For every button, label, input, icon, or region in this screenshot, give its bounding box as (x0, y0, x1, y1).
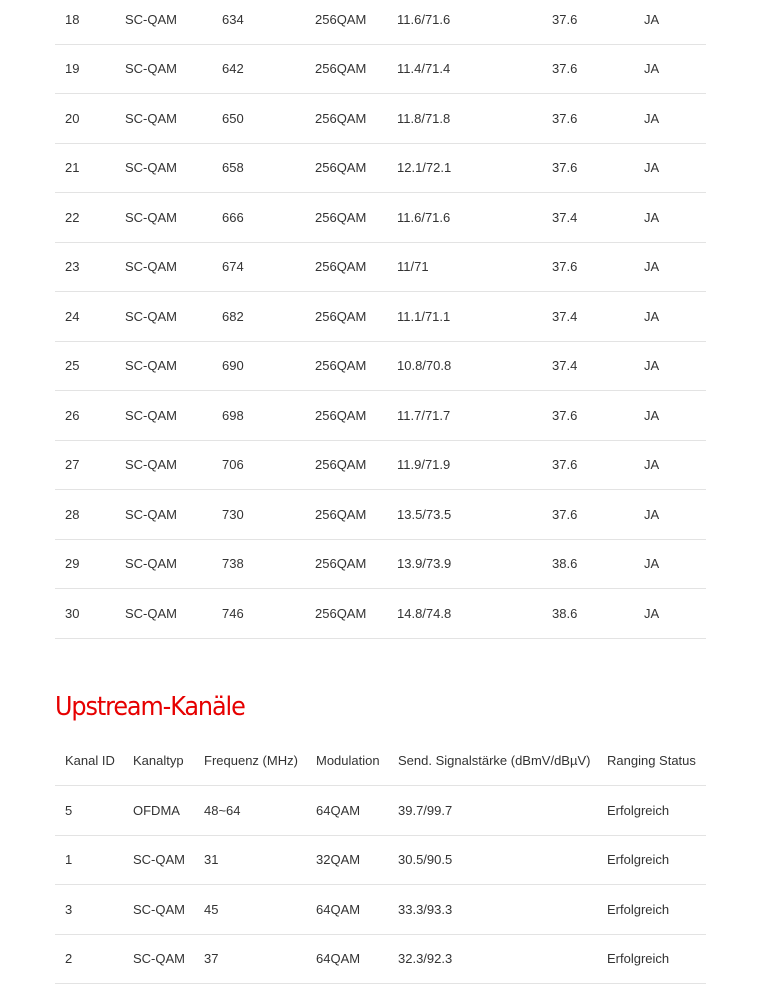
table-cell: 256QAM (305, 242, 387, 292)
table-row (55, 885, 706, 935)
table-cell: 37.6 (542, 440, 634, 490)
table-cell: 650 (212, 94, 305, 144)
table-row (55, 934, 706, 984)
table-cell: SC-QAM (115, 589, 212, 639)
table-cell: 13.9/73.9 (387, 539, 542, 589)
table-cell: 11.8/71.8 (387, 94, 542, 144)
table-cell: 29 (55, 539, 115, 589)
table-cell: JA (634, 44, 706, 94)
table-cell: 22 (55, 193, 115, 243)
table-cell: 32.3/92.3 (388, 934, 597, 984)
table-cell: 37.6 (542, 94, 634, 144)
table-row (55, 341, 706, 391)
table-cell: 5 (55, 786, 123, 836)
table-cell: 37.6 (542, 391, 634, 441)
table-cell: 682 (212, 292, 305, 342)
table-cell: Erfolgreich (597, 786, 706, 836)
table-cell: SC-QAM (115, 292, 212, 342)
table-cell: 690 (212, 341, 305, 391)
table-cell: JA (634, 391, 706, 441)
table-cell: 11.1/71.1 (387, 292, 542, 342)
table-cell: OFDMA (123, 786, 194, 836)
table-cell: 698 (212, 391, 305, 441)
table-row (55, 835, 706, 885)
downstream-channels-table (55, 0, 706, 639)
col-header-frequenz: Frequenz (MHz) (194, 736, 306, 786)
table-cell: 14.8/74.8 (387, 589, 542, 639)
table-cell: SC-QAM (115, 440, 212, 490)
table-cell: SC-QAM (115, 94, 212, 144)
table-row (55, 0, 706, 44)
col-header-signalstaerke: Send. Signalstärke (dBmV/dBµV) (388, 736, 597, 786)
table-cell: JA (634, 341, 706, 391)
table-cell: 256QAM (305, 539, 387, 589)
table-cell: 26 (55, 391, 115, 441)
table-cell: 32QAM (306, 835, 388, 885)
table-cell: 256QAM (305, 44, 387, 94)
table-cell: 11.9/71.9 (387, 440, 542, 490)
table-cell: 37.6 (542, 143, 634, 193)
table-cell: JA (634, 490, 706, 540)
table-cell: 706 (212, 440, 305, 490)
table-cell: SC-QAM (115, 0, 212, 44)
table-cell: 256QAM (305, 341, 387, 391)
table-cell: 730 (212, 490, 305, 540)
table-cell: 20 (55, 94, 115, 144)
table-cell: SC-QAM (115, 341, 212, 391)
table-cell: 256QAM (305, 490, 387, 540)
upstream-table-body (55, 786, 706, 984)
table-cell: 674 (212, 242, 305, 292)
table-cell: 256QAM (305, 440, 387, 490)
table-cell: 256QAM (305, 193, 387, 243)
table-cell: JA (634, 0, 706, 44)
upstream-table-header (55, 736, 706, 786)
table-cell: Erfolgreich (597, 835, 706, 885)
table-cell: 746 (212, 589, 305, 639)
col-header-modulation: Modulation (306, 736, 388, 786)
table-cell: 23 (55, 242, 115, 292)
table-cell: 48~64 (194, 786, 306, 836)
table-cell: 12.1/72.1 (387, 143, 542, 193)
table-cell: JA (634, 242, 706, 292)
table-cell: 37 (194, 934, 306, 984)
table-row (55, 242, 706, 292)
table-cell: SC-QAM (115, 391, 212, 441)
table-row (55, 539, 706, 589)
table-cell: Erfolgreich (597, 934, 706, 984)
table-cell: 11.6/71.6 (387, 0, 542, 44)
table-row (55, 292, 706, 342)
upstream-section-title: Upstream-Kanäle (55, 692, 245, 722)
table-cell: 11.7/71.7 (387, 391, 542, 441)
table-cell: 30 (55, 589, 115, 639)
table-cell: SC-QAM (115, 242, 212, 292)
table-cell: 38.6 (542, 589, 634, 639)
table-row (55, 94, 706, 144)
table-cell: JA (634, 143, 706, 193)
table-cell: 28 (55, 490, 115, 540)
table-cell: 3 (55, 885, 123, 935)
table-cell: 11.4/71.4 (387, 44, 542, 94)
table-row (55, 490, 706, 540)
table-row (55, 786, 706, 836)
table-row (55, 193, 706, 243)
table-cell: 30.5/90.5 (388, 835, 597, 885)
table-row (55, 589, 706, 639)
table-cell: 13.5/73.5 (387, 490, 542, 540)
table-cell: Erfolgreich (597, 885, 706, 935)
table-cell: 37.6 (542, 490, 634, 540)
table-cell: 2 (55, 934, 123, 984)
table-row (55, 440, 706, 490)
table-cell: SC-QAM (115, 539, 212, 589)
col-header-kanal-id: Kanal ID (55, 736, 123, 786)
table-cell: SC-QAM (115, 193, 212, 243)
table-cell: 256QAM (305, 292, 387, 342)
table-cell: SC-QAM (123, 885, 194, 935)
table-row (55, 143, 706, 193)
table-cell: 19 (55, 44, 115, 94)
table-cell: 256QAM (305, 0, 387, 44)
table-cell: 18 (55, 0, 115, 44)
table-cell: 634 (212, 0, 305, 44)
table-cell: 256QAM (305, 143, 387, 193)
header-row (55, 736, 706, 786)
table-cell: 1 (55, 835, 123, 885)
table-cell: 37.6 (542, 44, 634, 94)
table-cell: JA (634, 589, 706, 639)
table-cell: 25 (55, 341, 115, 391)
table-cell: SC-QAM (123, 934, 194, 984)
table-cell: 256QAM (305, 391, 387, 441)
table-cell: 37.4 (542, 193, 634, 243)
table-cell: 256QAM (305, 589, 387, 639)
table-cell: 642 (212, 44, 305, 94)
table-cell: 24 (55, 292, 115, 342)
table-cell: 256QAM (305, 94, 387, 144)
downstream-table-body (55, 0, 706, 638)
table-cell: 39.7/99.7 (388, 786, 597, 836)
table-cell: 37.4 (542, 292, 634, 342)
table-cell: 37.6 (542, 242, 634, 292)
table-cell: 31 (194, 835, 306, 885)
table-cell: 64QAM (306, 786, 388, 836)
table-cell: 33.3/93.3 (388, 885, 597, 935)
table-cell: JA (634, 292, 706, 342)
table-cell: 38.6 (542, 539, 634, 589)
table-cell: 738 (212, 539, 305, 589)
table-cell: 64QAM (306, 934, 388, 984)
col-header-kanaltyp: Kanaltyp (123, 736, 194, 786)
col-header-ranging-status: Ranging Status (597, 736, 706, 786)
table-cell: 27 (55, 440, 115, 490)
table-cell: 11.6/71.6 (387, 193, 542, 243)
table-row (55, 391, 706, 441)
table-cell: SC-QAM (123, 835, 194, 885)
table-cell: 666 (212, 193, 305, 243)
table-cell: 10.8/70.8 (387, 341, 542, 391)
table-cell: 658 (212, 143, 305, 193)
table-cell: JA (634, 539, 706, 589)
table-cell: JA (634, 94, 706, 144)
table-cell: 37.4 (542, 341, 634, 391)
table-cell: 45 (194, 885, 306, 935)
table-cell: 37.6 (542, 0, 634, 44)
table-row (55, 44, 706, 94)
table-cell: SC-QAM (115, 143, 212, 193)
table-cell: JA (634, 193, 706, 243)
table-cell: 11/71 (387, 242, 542, 292)
table-cell: 64QAM (306, 885, 388, 935)
table-cell: JA (634, 440, 706, 490)
table-cell: SC-QAM (115, 490, 212, 540)
table-cell: SC-QAM (115, 44, 212, 94)
table-cell: 21 (55, 143, 115, 193)
upstream-channels-table (55, 736, 706, 984)
